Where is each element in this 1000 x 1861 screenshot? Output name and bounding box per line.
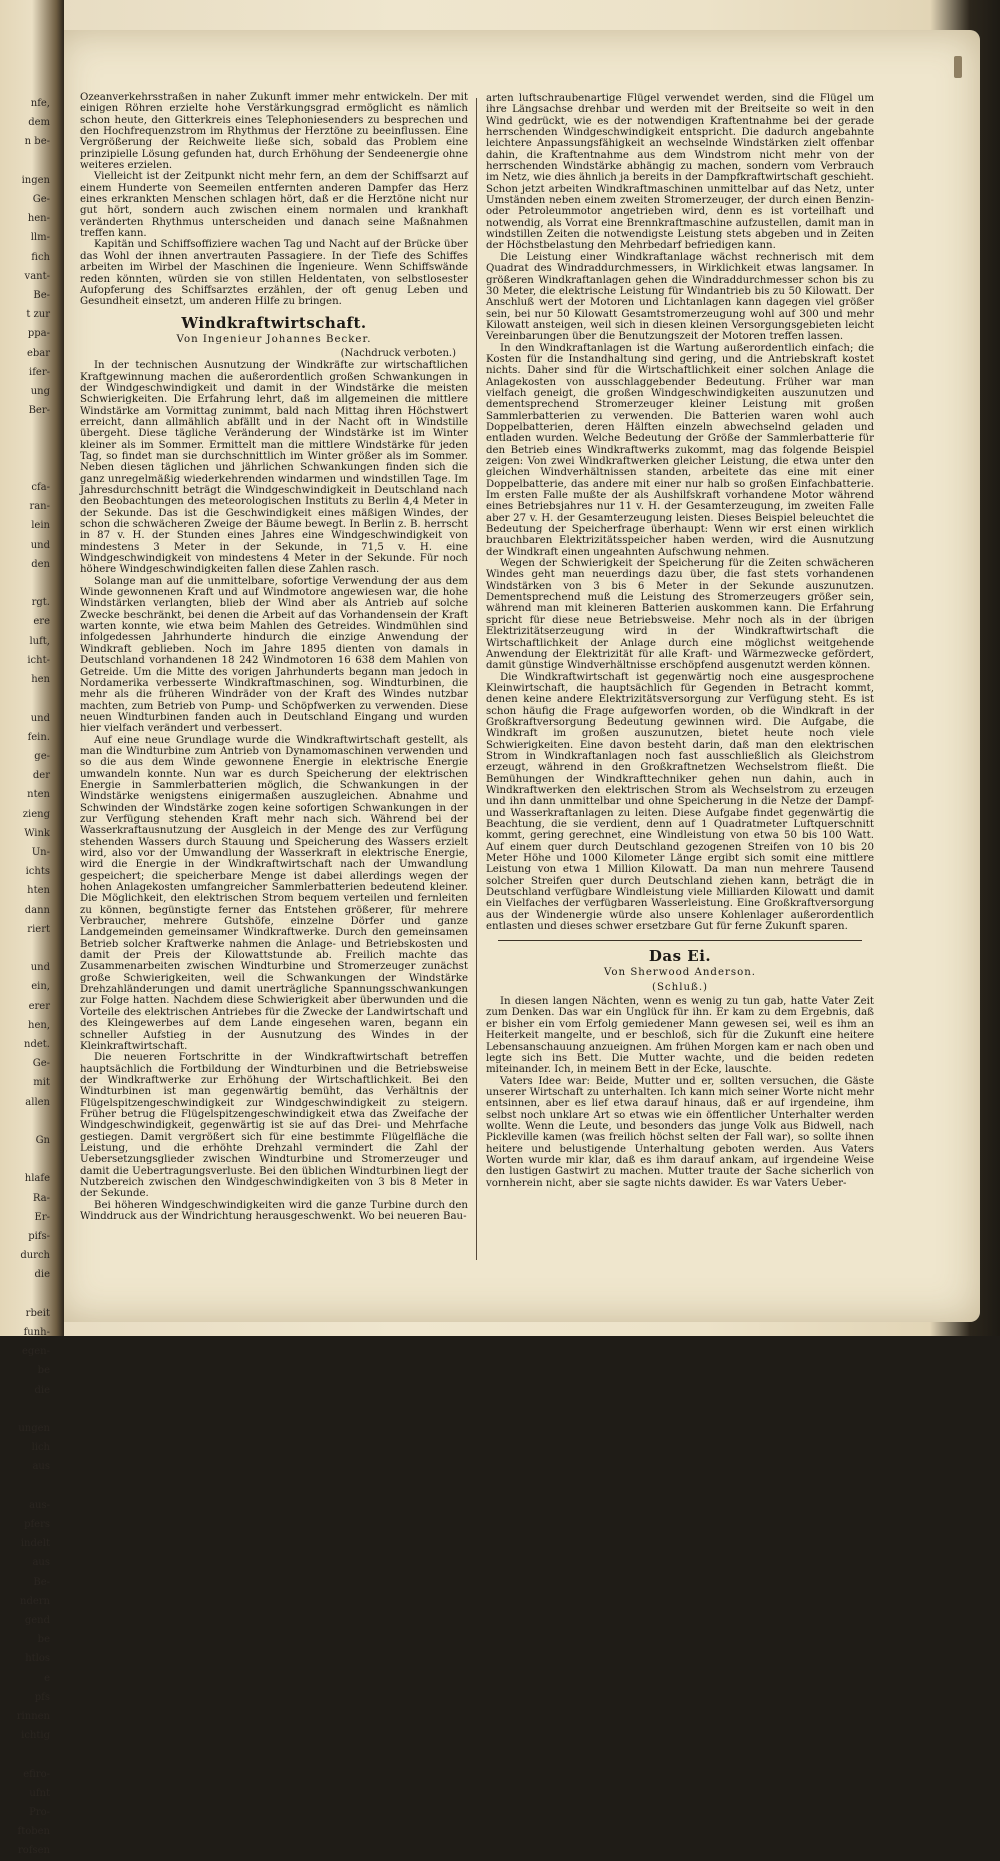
gutter-fragment: aus [32,1557,50,1569]
article-paragraph: arten luftschraubenartige Flügel verwendet werden, sind die Flügel um ihre Längsachse drehbar und werden mit der Breitseite so weit in den Wind gedrückt, wie es der notwendigen Kraftentnahme bei der gerade herrschenden Windgeschwindigkeit entspricht. Die dadurch angebahnte leichtere Anpassungsfähigkeit an wechselnde Windstärken zielt offenbar dahin, die Kraftentnahme aus dem Windstrom nicht mehr von der herrschenden Windstärke abhängig zu machen, sondern vom Verbrauch im Netz, wie dies ähnlich ja bereits in der Dampfkraftwirtschaft geschieht. Schon jetzt arbeiten Windkraftmaschinen unmittelbar auf das Netz, unter Umständen neben einem zweiten Stromerzeuger, der durch einen Benzin- oder Petroleummotor angetrieben wird, denn es ist vorteilhaft und notwendig, als Vorrat eine Brennkraftmaschine aufzustellen, damit man in windstillen Zeiten die notwendigste Leistung stets abgeben und in Zeiten der Höchstbelastung den Mehrbedarf befriedigen kann. [486,93,874,252]
gutter-fragment [0,1112,50,1131]
gutter-fragment: Un- [31,846,50,858]
story-byline: Von Sherwood Anderson. [603,967,757,979]
gutter-fragment: pfers [24,1519,50,1531]
gutter-fragment: und [30,712,50,724]
right-column [486,93,874,1189]
section-divider [498,940,863,941]
gutter-fragment: ung [30,386,50,398]
gutter-fragment: Ber- [28,405,50,417]
gutter-fragment: luft, [29,635,50,647]
gutter-fragment: hen- [27,213,50,225]
gutter-fragment: und [30,962,50,974]
gutter-fragment: Be- [33,1576,50,1588]
gutter-fragment: ichtig [21,1730,50,1742]
gutter-fragment [0,152,50,171]
gutter-fragment: ein, [31,981,50,993]
gutter-fragment: rinnen [16,1711,50,1723]
gutter-fragment [0,459,50,478]
gutter-fragment: n be- [24,136,50,148]
gutter-fragment [0,939,50,958]
gutter-fragment: icht- [27,654,50,666]
gutter-fragment: die [34,1269,50,1281]
gutter-fragment: hlafe [24,1173,50,1185]
column-divider [476,98,477,1260]
gutter-fragment: riert [27,923,50,935]
article-note: (Nachdruck verboten.) [340,347,456,359]
gutter-fragment: nfe, [30,98,50,109]
gutter-fragment: ere [33,616,50,628]
gutter-fragment: t zur [26,309,50,321]
article-paragraph: Solange man auf die unmittelbare, sofortige Verwendung der aus dem Winde gewonnenen Kraft und auf Windmotore angewiesen war, die hohe Windstärken verlangten, blieb der Wind aber als Antrieb auf solche Zwecke beschränkt, bei denen die Arbeit auf das Vorhandensein der Kraft warten konnte, wie etwa beim Mahlen des Getreides. Windmühlen sind infolgedessen Jahrhunderte hindurch die einzige Anwendung der Windkraft geblieben. Noch im Jahre 1895 dienten von damals in Deutschland vorhandenen 18 242 Windmotoren 16 638 dem Mahlen von Getreide. Um die Mitte des vorigen Jahrhunderts begann man jedoch in Nordamerika verbesserte Windkraftmaschinen, sog. Windturbinen, die mehr als die früheren Windräder von der Kraft des Windes nutzbar machten, zum Betrieb von Pump- und Schöpfwerken zu verwenden. Diese neuen Windturbinen fanden auch in Deutschland Eingang und wurden hier vielfach verändert und verbessert. [80,575,468,735]
gutter-fragment: der [32,770,50,782]
story-paragraph: Vaters Idee war: Beide, Mutter und er, sollten versuchen, die Gäste unserer Wirtschaft zu unterhalten. Ich kann mich seiner Worte nicht mehr entsinnen, aber es lief etwa darauf hinaus, daß er auf irgendeine, ihm selbst noch unklare Art so etwas wie ein öffentlicher Unterhalter werden wollte. Wenn die Leute, und besonders das junge Volk aus Bidwell, nach Pickleville kamen (was freilich höchst selten der Fall war), so sollte ihnen heitere und belustigende Unterhaltung geboten werden. Aus Vaters Worten wurde mir klar, daß es ihm darauf ankam, auf irgendeine Weise den lustigen Gastwirt zu machen. Mutter traute der Sache sicherlich von vornherein nicht, aber sie sagte nichts dawider. Es war Vaters Ueber- [486,1075,874,1189]
gutter-fragment: aus- [29,1499,50,1511]
gutter-fragment: ftoben [17,1826,50,1838]
gutter-fragment: lein [31,520,50,532]
gutter-fragment: Er- [34,1211,50,1223]
gutter-fragment: e [44,1672,50,1684]
gutter-fragment: Ge- [32,194,50,206]
gutter-fragment: ebar [26,347,50,359]
gutter-fragment: funh- [23,1327,50,1338]
gutter-fragment: die [34,1384,50,1396]
gutter-fragment: durch [20,1250,50,1262]
gutter-fragment [0,1150,50,1169]
gutter-fragment [0,689,50,708]
article-paragraph: In der technischen Ausnutzung der Windkräfte zur wirtschaftlichen Kraftgewinnung machen die außerordentlich großen Schwankungen in der Windgeschwindigkeit und damit in der Windstärke die meisten Schwierigkeiten. Die Erfahrung lehrt, daß im allgemeinen die mittlere Windstärke am Vormittag zunimmt, bald nach Mittag ihren Höchstwert erreicht, dann allmählich abfällt und in der Nacht oft in Windstille übergeht. Diese tägliche Veränderung der Windstärke ist im Winter kleiner als im Sommer. Ermittelt man die mittlere Windstärke für jeden Tag, so findet man sie durchschnittlich im Winter größer als im Sommer. Neben diesen täglichen und jährlichen Schwankungen finden sich die ganz unregelmäßig wiederkehrenden windarmen und windstillen Tage. Im Jahresdurchschnitt beträgt die Windgeschwindigkeit in Deutschland nach den Beobachtungen des meteorologischen Instituts zu Berlin 4,4 Meter in der Sekunde. Das ist die Geschwindigkeit eines mäßigen Windes, der schon die schwächeren Zweige der Bäume bewegt. In Berlin z. B. herrscht in 87 v. H. der Stunden eines Jahres eine Windgeschwindigkeit von mindestens 3 Meter in der Sekunde, in 71,5 v. H. eine Windgeschwindigkeit von mindestens 4 Meter in der Sekunde. Für noch höhere Windgeschwindigkeiten fallen diese Zahlen rasch. [80,360,468,576]
story-title: Das Ei. [648,947,712,966]
gutter-fragment: cfa- [31,482,50,494]
gutter-fragment: gend [24,1615,50,1627]
gutter-fragment: ingen [21,174,50,186]
gutter-fragment: nten [27,789,50,801]
gutter-fragment: aus [32,1461,50,1473]
article-paragraph: Wegen der Schwierigkeit der Speicherung für die Zeiten schwächeren Windes geht man neuerdings dazu über, die fast stets vorhandenen Windstärken von 3 bis 6 Meter in der Sekunde auszunutzen. Dementsprechend muß die Leistung des Stromerzeugers größer sein, während man mit kleineren Batterien auskommen kann. Die Erfahrung spricht für diese neue Betriebsweise. Mehr noch als in der übrigen Elektrizitätserzeugung wird in der Windkraftwirtschaft die Wirtschaftlichkeit der Anlage durch eine möglichst weitgehende Anwendung der Elektrizität für alle Kraft- und Wärmezwecke gefördert, damit günstige Windverhältnisse erschöpfend ausgenutzt werden können. [486,558,874,672]
gutter-fragment: dem [28,117,50,129]
article-paragraph: Auf eine neue Grundlage wurde die Windkraftwirtschaft gestellt, als man die Windturbine zum Antrieb von Dynamomaschinen verwenden und so die aus dem Winde gewonnene Energie in elektrische Energie umwandeln konnte. Nun war es durch Speicherung der elektrischen Energie in Sammlerbatterien möglich, die Schwankungen in der Windstärke wenigstens einigermaßen auszugleichen. Abnahme und Schwinden der Windstärke zogen keine sofortigen Schwankungen in der zur Verfügung stehenden Kraft mehr nach sich. Während bei der Wasserkraftausnutzung der Ausgleich in der Menge des zur Verfügung stehenden Wassers durch Stauung und Speicherung des Wassers erzielt wird, also vor der Umwandlung der Wasserkraft in elektrische Energie, wird die Energie in der Windkraftwirtschaft nach der Umwandlung gespeichert; die speicherbare Menge ist dabei allerdings wegen der hohen Anlagekosten umfangreicher Sammlerbatterien bedeutend kleiner. Die Möglichkeit, den elektrischen Strom bequem verteilen und fernleiten zu können, begünstigte ferner das Entstehen größerer, für mehrere Verbraucher, mehrere Gutshöfe, einzelne Dörfer und ganze Landgemeinden gemeinsamer Windkraftwerke. Durch den gemeinsamen Betrieb solcher Kraftwerke nahmen die Anlage- und Betriebskosten und damit der Preis der Kilowattstunde ab. Freilich machte das Zusammenarbeiten zwischen Windturbine und Stromerzeuger zunächst große Schwierigkeiten, weil die Schwankungen der Windstärke Drehzahländerungen und damit unerträgliche Spannungsschwankungen zur Folge hatten. Nachdem diese Schwierigkeit aber überwunden und die Vorteile des elektrischen Antriebes für die Zwecke der Landwirtschaft und des Kleingewerbes auf dem Lande eingesehen waren, begann ein schneller Aufstieg in der Ausnutzung des Windes in der Kleinkraftwirtschaft. [80,734,468,1052]
gutter-fragment: vant- [24,270,50,282]
gutter-fragment [0,1745,50,1764]
gutter-text [0,94,50,1861]
gutter-fragment: fein. [27,731,50,743]
gutter-fragment: efiro- [23,1768,50,1780]
gutter-fragment: dann [24,904,50,916]
gutter-fragment [0,1285,50,1304]
gutter-fragment: hten [27,885,50,897]
article-paragraph: Die Leistung einer Windkraftanlage wächst rechnerisch mit dem Quadrat des Windraddurchmessers, in Wirklichkeit etwas langsamer. In größeren Windkraftanlagen gehen die Windraddurchmesser schon bis zu 30 Meter, die elektrische Leistung für Windantrieb bis zu 50 Kilowatt. Der Anschluß wert der Motoren und Lichtanlagen kann dagegen viel größer sein, bei nur 50 Kilowatt Gesamtstromerzeugung wohl auf 300 und mehr Kilowatt ansteigen, weil sich in diesen kleinen Versorgungsgebieten leicht Vereinbarungen über die Benutzungszeit der Motoren treffen lassen. [486,251,874,343]
gutter-fragment [0,1477,50,1496]
gutter-fragment: ndern [20,1595,50,1607]
gutter-fragment: rgt. [31,597,50,609]
article-paragraph: Die neueren Fortschritte in der Windkraftwirtschaft betreffen hauptsächlich die Fortbildung der Windturbinen und die Betriebsweise der Windkraftwerke zur Erhöhung der Wirtschaftlichkeit. Bei den Windturbinen ist man gegenwärtig bemüht, das Verhältnis der Flügelspitzengeschwindigkeit zur Windgeschwindigkeit zu steigern. Früher betrug die Flügelspitzengeschwindigkeit etwa das Zweifache der Windgeschwindigkeit, gegenwärtig ist sie auf das Drei- und Mehrfache gestiegen. Damit vergrößert sich für eine bestimmte Flügelfläche die Leistung, und die erhöhte Drehzahl vermindert die Zahl der Uebersetzungsglieder zwischen Windturbine und Stromerzeuger und damit die Uebertragungsverluste. Bei den üblichen Windturbinen liegt der Nutzbereich zwischen den Windgeschwindigkeiten von 3 bis 8 Meter in der Sekunde. [80,1052,468,1200]
gutter-fragment: ufnt [29,1787,50,1799]
gutter-fragment: rofsen [18,1845,50,1857]
gutter-fragment: allen [25,1096,50,1108]
article-title: Windkraftwirtschaft. [181,313,367,332]
intro-paragraph-1: Ozeanverkehrsstraßen in naher Zukunft immer mehr entwickeln. Der mit einigen Röhren erzielte hohe Verstärkungsgrad ermöglicht es nämlich schon heute, den Gitterkreis eines Telephoniesenders zu besprechen und den Hochfrequenzstrom im Rhythmus der Herztöne zu beeinflussen. Eine Vergrößerung der Reichweite ließe sich, sobald das Problem eine prinzipielle Lösung gefunden hat, durch Erhöhung der Sendeenergie ohne weiteres erzielen. [80,92,468,172]
story-paragraph: In diesen langen Nächten, wenn es wenig zu tun gab, hatte Vater Zeit zum Denken. Das war ein Unglück für ihn. Er kam zu dem Ergebnis, daß er bisher ein vom Erfolg gemiedener Mann gewesen sei, weil es ihm an Heiterkeit mangelte, und er beschloß, sich für die Zukunft eine heitere Lebensanschauung anzueignen. Am frühen Morgen kam er nach oben und legte sich ins Bett. Die Mutter wachte, und die beiden redeten miteinander. Ich, in meinem Bett in der Ecke, lauschte. [486,996,874,1076]
article-paragraph: In den Windkraftanlagen ist die Wartung außerordentlich einfach; die Kosten für die Instandhaltung sind gering, und die Antriebskraft kostet nichts. Daher sind für die Wirtschaftlichkeit einer solchen Anlage die Anlagekosten von ausschlaggebender Bedeutung. Früher war man vielfach geneigt, die großen Windgeschwindigkeiten auszunutzen und dementsprechend Stromerzeuger kleiner Leistung mit großen Sammlerbatterien zu verwenden. Die Batterien waren wohl auch Doppelbatterien, deren Hälften einzeln abwechselnd geladen und entladen wurden. Welche Bedeutung der Größe der Sammlerbatterie für den Betrieb eines Windkraftwerks zukommt, mag das folgende Beispiel zeigen: Von zwei Windkraftwerken gleicher Leistung, die etwa unter den gleichen Windverhältnissen standen, arbeitete das eine mit einer Doppelbatterie, das andere mit einer nur halb so großen Einfachbatterie. Im ersten Falle mußte der als Aushilfskraft vorhandene Motor während eines Betriebsjahres nur 11 v. H. der Gesamterzeugung, im zweiten Falle aber 27 v. H. der Gesamterzeugung leisten. Dieses Beispiel beleuchtet die Bedeutung der Speicherfrage überhaupt: Wenn wir erst einen wirklich brauchbaren Elektrizitätsspeicher haben werden, wird die Ausnutzung der Windkraft einen ungeahnten Aufschwung nehmen. [486,342,874,558]
story-note: (Schluß.) [651,981,709,993]
gutter-fragment: den [31,558,50,570]
gutter-fragment: pfs [34,1691,50,1703]
gutter-fragment: ppa- [27,328,50,340]
gutter-fragment: erer [28,1000,50,1012]
article-byline: Von Ingenieur Johannes Becker. [176,333,372,345]
gutter-fragment: indelt [20,1538,50,1550]
gutter-fragment: Be- [33,290,50,302]
gutter-fragment: lich [31,1442,50,1454]
gutter-fragment: mit [33,1077,50,1089]
gutter-fragment: rbeit [25,1307,50,1319]
gutter-fragment: egen- [21,1346,50,1358]
gutter-fragment: hen, [28,1019,50,1031]
gutter-fragment: htlos [25,1653,50,1665]
left-column [80,92,468,1222]
intro-paragraph-3: Kapitän und Schiffsoffiziere wachen Tag und Nacht auf der Brücke über das Wohl der ihnen anvertrauten Passagiere. In der Tiefe des Schiffes arbeiten im Wirbel der Maschinen die Ingenieure. Wenn Schiffswände reden könnten, würden sie von stillen Heldentaten, von selbstlosester Aufopferung des Schiffsarztes erzählen, der oft genug Leben und Gesundheit einsetzt, um anderen Hilfe zu bringen. [80,239,468,308]
gutter-fragment: ran- [29,501,50,513]
gutter-fragment: Wink [24,827,50,839]
gutter-fragment: Gn [35,1134,50,1146]
page-edge-tab [954,56,962,78]
gutter-fragment [0,574,50,593]
gutter-fragment [0,420,50,439]
gutter-fragment: be [37,1634,50,1646]
gutter-fragment [0,440,50,459]
gutter-fragment: fich [31,251,50,263]
gutter-fragment: be [37,1365,50,1377]
gutter-fragment: hen [31,674,50,686]
gutter-fragment: llm- [30,232,50,244]
gutter-fragment: ichts [25,866,50,878]
gutter-fragment: zieng [22,808,50,820]
article-paragraph: Bei höheren Windgeschwindigkeiten wird die ganze Turbine durch den Winddruck aus der Windrichtung herausgeschwenkt. Wo bei neueren Bau- [80,1199,468,1222]
gutter-fragment: Ra- [32,1192,50,1204]
gutter-fragment: Ge- [32,1058,50,1070]
gutter-fragment: ifer- [29,366,50,378]
gutter-fragment: ge- [34,750,50,762]
gutter-fragment: ndet. [24,1038,50,1050]
gutter-fragment: ungen [18,1423,50,1435]
gutter-fragment [0,1400,50,1419]
article-paragraph: Die Windkraftwirtschaft ist gegenwärtig noch eine ausgesprochene Kleinwirtschaft, die hauptsächlich für Gegenden in Betracht kommt, denen keine andere Elektrizitätsversorgung zur Verfügung steht. Es ist schon häufig die Frage aufgeworfen worden, ob die Windkraft in der Großkraftversorgung Bedeutung gewinnen wird. Die Aufgabe, die Windkraft im großen auszunutzen, bietet heute noch viele Schwierigkeiten. Eine davon besteht darin, daß man den elektrischen Strom in Windkraftanlagen noch fast ausschließlich als Gleichstrom erzeugt, während in den Großkraftnetzen Wechselstrom fließt. Die Bemühungen der Windkrafttechniker gehen nun dahin, auch in Windkraftwerken den elektrischen Strom als Wechselstrom zu erzeugen und ihn dann unmittelbar und ohne Speicherung in die Netze der Dampf- und Wasserkraftanlagen zu leiten. Diese Aufgabe findet gegenwärtig die Beachtung, die sie verdient, denn auf 1 Quadratmeter Luftquerschnitt kommt, gering gerechnet, eine Windleistung von etwa 50 bis 100 Watt. Auf einem quer durch Deutschland gezogenen Streifen von 10 bis 20 Meter Höhe und 1000 Kilometer Länge ergibt sich somit eine mittlere Leistung von etwa 1 Million Kilowatt. Da man nun mehrere Tausend solcher Streifen quer durch Deutschland ziehen kann, beträgt die in Deutschland verfügbare Windleistung viele Milliarden Kilowatt und damit ein Vielfaches der verfügbaren Wasserleistung. Eine Großkraftversorgung aus der Windenergie würde also unsere Kohlenlager außerordentlich entlasten und dieses schwer ersetzbare Gut für ferne Zukunft sparen. [486,671,874,933]
intro-paragraph-2: Vielleicht ist der Zeitpunkt nicht mehr fern, an dem der Schiffsarzt auf einem Hunderte von Seemeilen entfernten anderen Dampfer das Herz eines erkrankten Menschen schlagen hört, daß er die Herztöne nicht nur gut hört, sondern auch zwischen einem normalen und krankhaft veränderten Rhythmus unterscheiden und danach seine Maßnahmen treffen kann. [80,171,468,240]
gutter-fragment: Pro- [29,1807,50,1819]
gutter-fragment: und [30,539,50,551]
gutter-fragment: pifs- [28,1230,50,1242]
adjacent-page-gutter [0,0,64,1857]
